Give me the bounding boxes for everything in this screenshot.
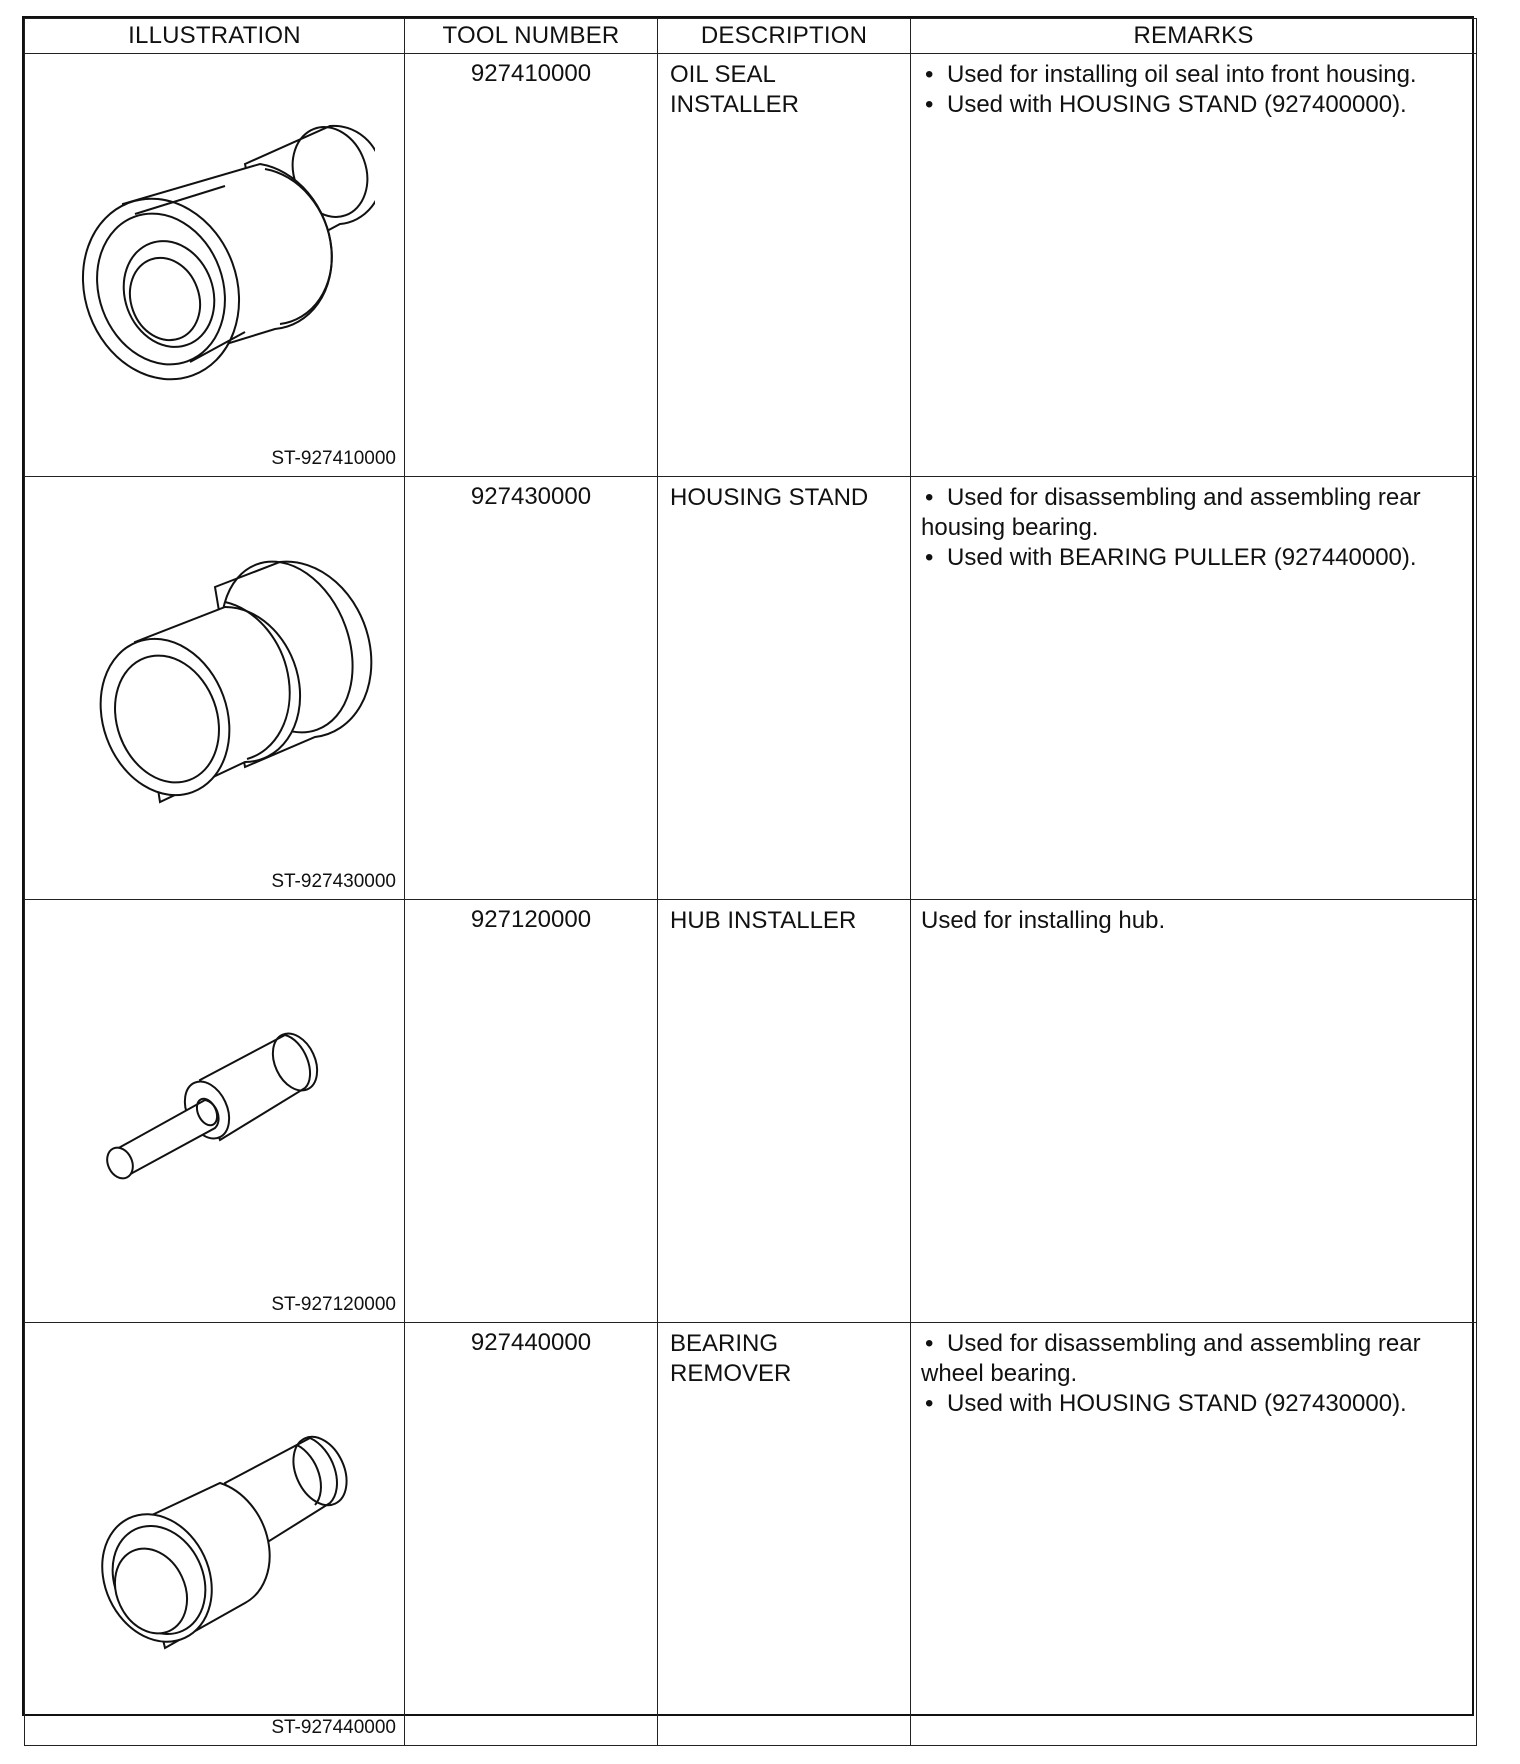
- illustration-cell: [25, 1323, 405, 1746]
- table-row: [25, 54, 1477, 477]
- illustration-code: ST-927440000: [271, 1717, 396, 1738]
- tool-number-cell: 927410000: [405, 54, 658, 477]
- housing-stand-drawing: [75, 547, 375, 827]
- tool-number-cell: 927120000: [405, 900, 658, 1323]
- header-illustration: ILLUSTRATION: [25, 19, 405, 54]
- remarks-cell: [911, 900, 1477, 1323]
- header-remarks: REMARKS: [911, 19, 1477, 54]
- remarks-cell: [911, 1323, 1477, 1746]
- remarks-cell: [911, 477, 1477, 900]
- tool-number-cell: 927430000: [405, 477, 658, 900]
- description-cell: BEARING REMOVER: [658, 1323, 911, 1746]
- remark-item: • Used for installing oil seal into front housing.: [921, 60, 1466, 90]
- illustration-cell: [25, 900, 405, 1323]
- description-cell: HUB INSTALLER: [658, 900, 911, 1323]
- illustration-code: ST-927410000: [271, 448, 396, 469]
- table-row: [25, 900, 1477, 1323]
- remarks-cell: [911, 54, 1477, 477]
- oil-seal-installer-drawing: [75, 124, 375, 404]
- remark-item: • Used with HOUSING STAND (927430000).: [921, 1389, 1466, 1419]
- header-row: [25, 19, 1477, 54]
- bearing-remover-drawing: [75, 1393, 375, 1673]
- table-row: [25, 1323, 1477, 1746]
- illustration-cell: [25, 54, 405, 477]
- special-tools-table: [24, 18, 1477, 1746]
- header-tool-number: TOOL NUMBER: [405, 19, 658, 54]
- remark-item: • Used for disassembling and assembling rear housing bearing.: [921, 483, 1466, 543]
- description-cell: OIL SEAL INSTALLER: [658, 54, 911, 477]
- hub-installer-drawing: [75, 970, 375, 1250]
- remark-item: • Used with HOUSING STAND (927400000).: [921, 90, 1466, 120]
- header-description: DESCRIPTION: [658, 19, 911, 54]
- remark-item: • Used with BEARING PULLER (927440000).: [921, 543, 1466, 573]
- remark-text: Used for installing hub.: [921, 907, 1166, 934]
- illustration-code: ST-927430000: [271, 871, 396, 892]
- table-row: [25, 477, 1477, 900]
- description-cell: HOUSING STAND: [658, 477, 911, 900]
- special-tools-table-sheet: [22, 16, 1474, 1738]
- illustration-code: ST-927120000: [271, 1294, 396, 1315]
- illustration-cell: [25, 477, 405, 900]
- remark-item: • Used for disassembling and assembling rear wheel bearing.: [921, 1329, 1466, 1389]
- tool-number-cell: 927440000: [405, 1323, 658, 1746]
